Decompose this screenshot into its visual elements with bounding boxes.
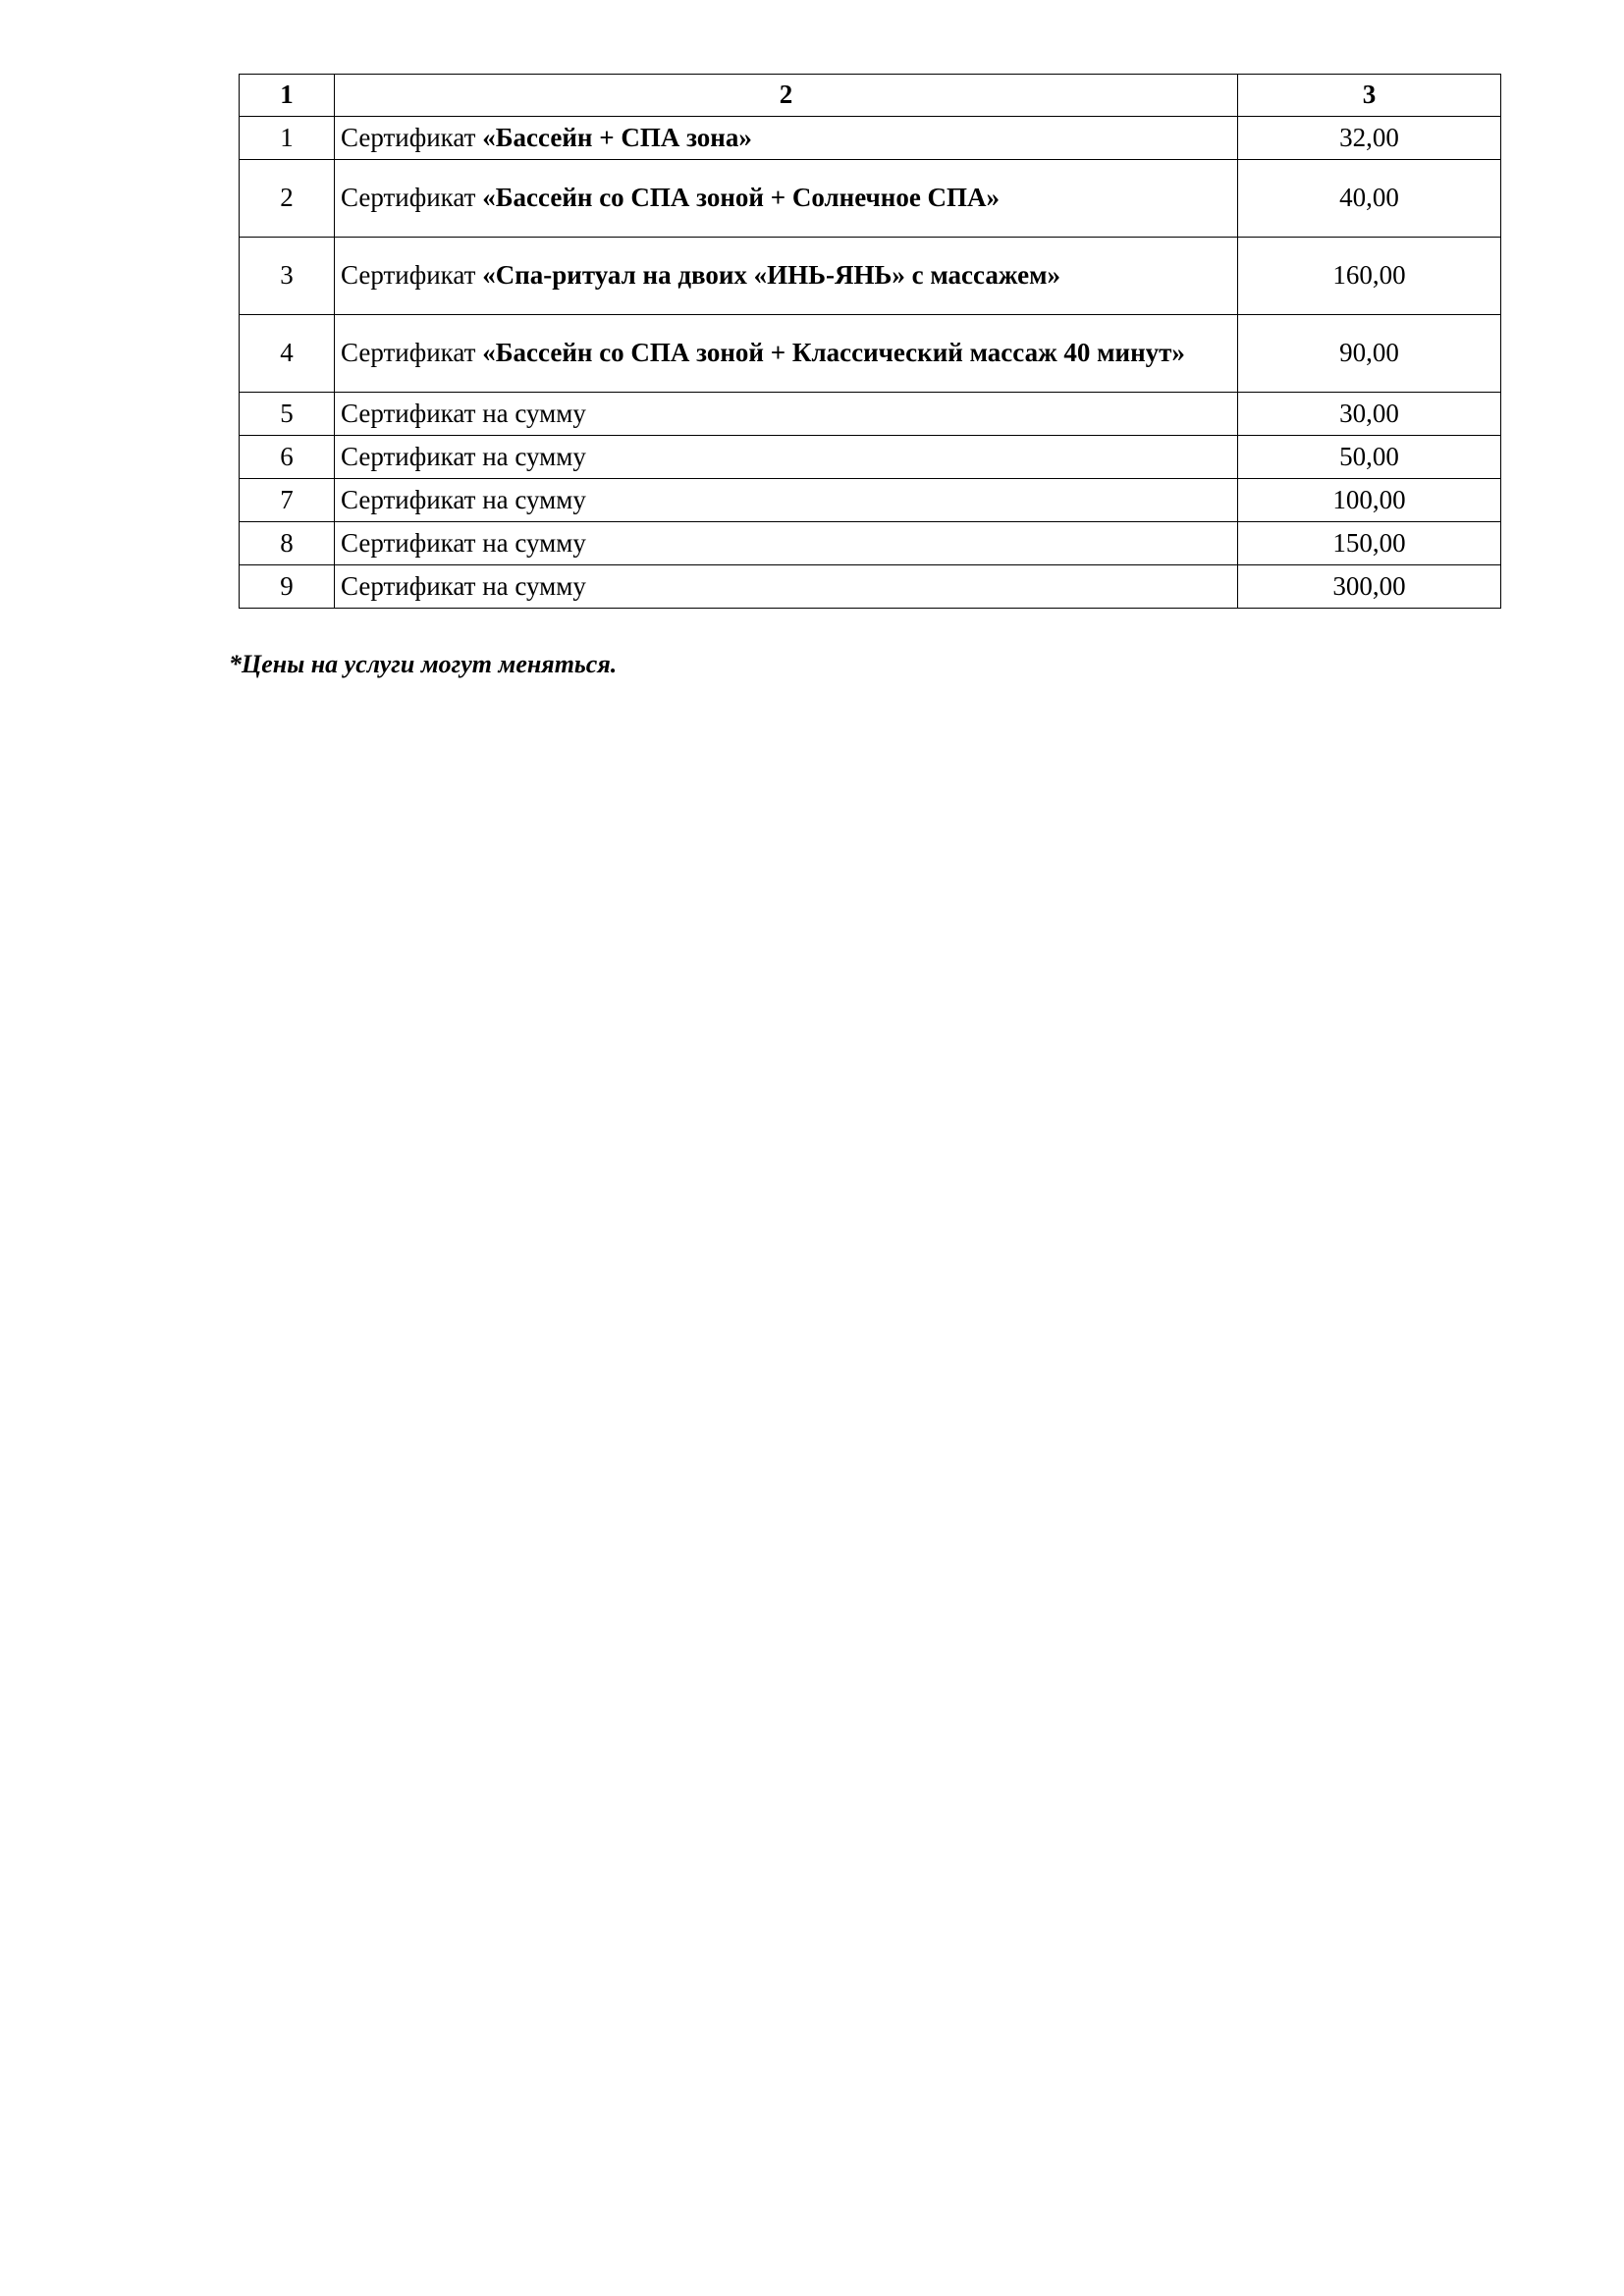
table-row	[240, 479, 1501, 522]
description-title: «Бассейн со СПА зоной + Классический массаж 40 минут»	[482, 338, 1185, 368]
description-title: «Бассейн + СПА зона»	[482, 122, 752, 152]
row-number: 2	[240, 160, 335, 238]
row-number: 4	[240, 315, 335, 393]
description-prefix: Сертификат на сумму	[341, 527, 586, 558]
row-description	[335, 479, 1238, 522]
row-number: 8	[240, 522, 335, 565]
footnote: *Цены на услуги могут меняться.	[229, 650, 618, 678]
table-row	[240, 565, 1501, 609]
row-price: 160,00	[1238, 238, 1501, 315]
row-description	[335, 315, 1238, 393]
price-table	[239, 74, 1501, 609]
row-description	[335, 436, 1238, 479]
row-number: 9	[240, 565, 335, 609]
description-prefix: Сертификат на сумму	[341, 570, 586, 601]
row-number: 1	[240, 117, 335, 160]
table-row	[240, 315, 1501, 393]
row-description	[335, 565, 1238, 609]
table-header-cell-3: 3	[1238, 75, 1501, 117]
row-price: 32,00	[1238, 117, 1501, 160]
table-row	[240, 436, 1501, 479]
description-prefix: Сертификат на сумму	[341, 484, 586, 514]
row-number: 3	[240, 238, 335, 315]
description-title: «Спа-ритуал на двоих «ИНЬ-ЯНЬ» с массажем»	[482, 260, 1060, 291]
row-description	[335, 160, 1238, 238]
row-description	[335, 117, 1238, 160]
table-row	[240, 160, 1501, 238]
row-price: 30,00	[1238, 393, 1501, 436]
table-header-cell-2: 2	[335, 75, 1238, 117]
row-number: 6	[240, 436, 335, 479]
row-description	[335, 522, 1238, 565]
description-prefix: Сертификат	[341, 338, 483, 368]
row-description	[335, 393, 1238, 436]
description-title: «Бассейн со СПА зоной + Солнечное СПА»	[482, 183, 1001, 213]
table-row	[240, 238, 1501, 315]
table-row	[240, 117, 1501, 160]
price-table-body	[240, 75, 1501, 609]
table-header-row	[240, 75, 1501, 117]
description-prefix: Сертификат	[341, 260, 483, 291]
description-prefix: Сертификат	[341, 183, 483, 213]
row-price: 40,00	[1238, 160, 1501, 238]
table-row	[240, 522, 1501, 565]
row-price: 300,00	[1238, 565, 1501, 609]
row-price: 50,00	[1238, 436, 1501, 479]
row-number: 7	[240, 479, 335, 522]
description-prefix: Сертификат на сумму	[341, 398, 586, 428]
row-number: 5	[240, 393, 335, 436]
row-price: 150,00	[1238, 522, 1501, 565]
description-prefix: Сертификат	[341, 122, 483, 152]
row-description	[335, 238, 1238, 315]
description-prefix: Сертификат на сумму	[341, 441, 586, 471]
table-header-cell-1: 1	[240, 75, 335, 117]
row-price: 90,00	[1238, 315, 1501, 393]
table-row	[240, 393, 1501, 436]
row-price: 100,00	[1238, 479, 1501, 522]
